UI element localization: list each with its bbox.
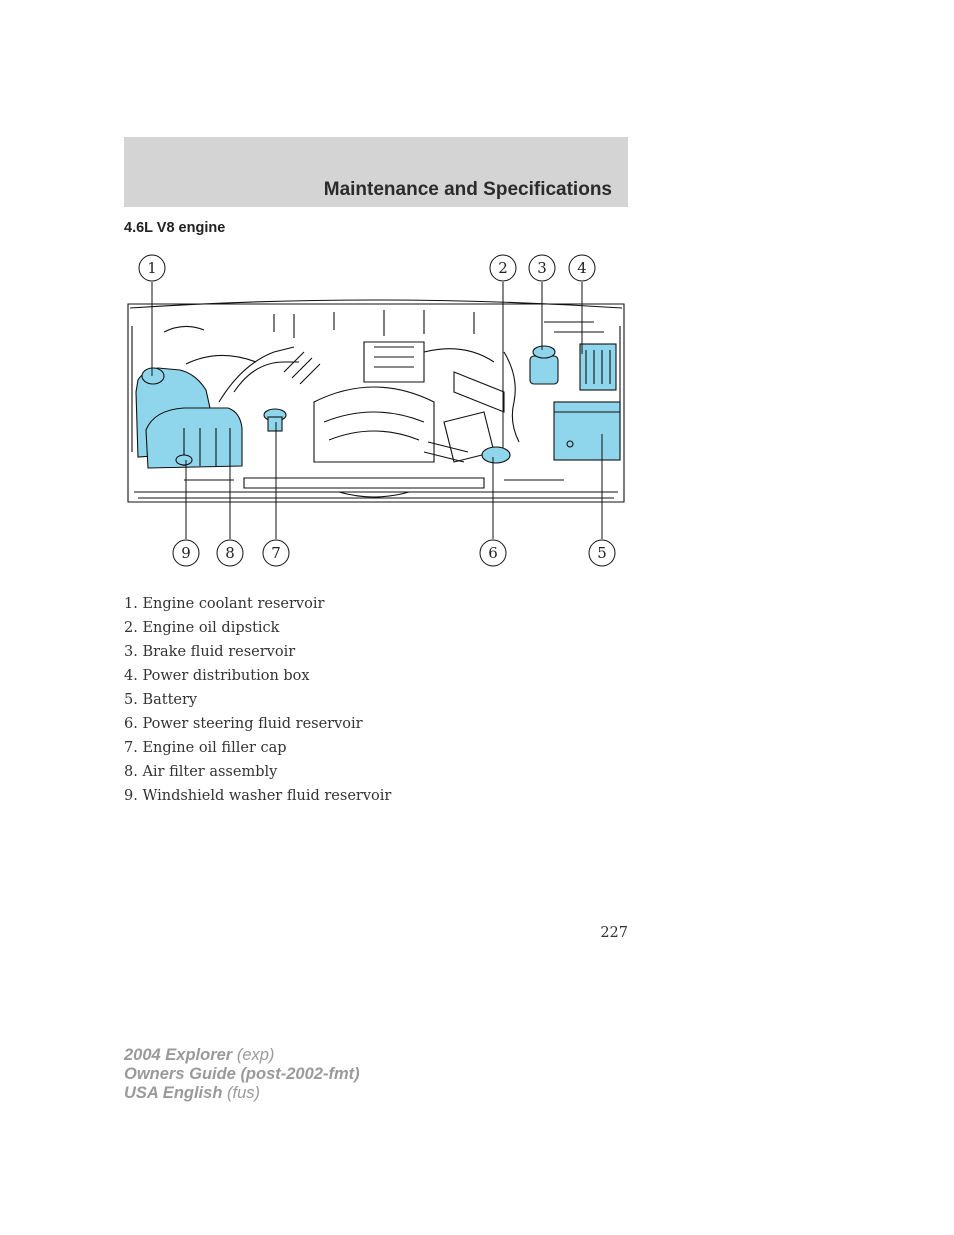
svg-text:9: 9: [181, 544, 191, 562]
oil-filler-neck-shape: [268, 417, 282, 431]
callout-2: [490, 255, 516, 281]
legend-item: 3. Brake fluid reservoir: [124, 644, 296, 660]
footer-model: 2004 Explorer: [124, 1046, 233, 1064]
highlighted-components: [136, 344, 620, 468]
component-legend: [124, 594, 391, 810]
svg-text:3: 3: [537, 259, 547, 277]
legend-item: 1. Engine coolant reservoir: [124, 596, 325, 612]
footer-line-3: [124, 1084, 360, 1103]
power-distribution-box-shape: [580, 344, 616, 390]
callout-7: [263, 540, 289, 566]
page-number: 227: [600, 925, 628, 941]
callout-3: [529, 255, 555, 281]
legend-item: 7. Engine oil filler cap: [124, 740, 287, 756]
footer-guide: Owners Guide (post-2002-fmt): [124, 1065, 360, 1083]
footer-language-code: (fus): [227, 1084, 260, 1102]
power-steering-reservoir-shape: [482, 447, 510, 463]
callout-6: [480, 540, 506, 566]
header-band: [124, 137, 628, 207]
legend-item: 8. Air filter assembly: [124, 764, 278, 780]
brake-reservoir-shape: [530, 356, 558, 384]
svg-text:6: 6: [488, 544, 498, 562]
legend-item: 4. Power distribution box: [124, 668, 310, 684]
callout-8: [217, 540, 243, 566]
svg-text:2: 2: [498, 259, 508, 277]
callout-5: [589, 540, 615, 566]
air-filter-shape: [146, 408, 242, 468]
svg-text:5: 5: [597, 544, 607, 562]
legend-item: 2. Engine oil dipstick: [124, 620, 280, 636]
legend-item: 5. Battery: [124, 692, 198, 708]
svg-text:7: 7: [271, 544, 281, 562]
footer-line-2: [124, 1065, 360, 1084]
footer-line-1: [124, 1046, 360, 1065]
footer-model-code: (exp): [236, 1046, 275, 1064]
footer-language: USA English: [124, 1084, 223, 1102]
legend-item: 9. Windshield washer fluid reservoir: [124, 788, 392, 804]
engine-diagram: [124, 252, 628, 572]
callout-4: [569, 255, 595, 281]
callout-1: [139, 255, 165, 281]
svg-text:8: 8: [225, 544, 235, 562]
callout-9: [173, 540, 199, 566]
washer-cap-shape: [176, 455, 192, 465]
svg-text:4: 4: [577, 259, 587, 277]
document-footer: [124, 1046, 360, 1103]
battery-shape: [554, 402, 620, 460]
legend-item: 6. Power steering fluid reservoir: [124, 716, 363, 732]
svg-text:1: 1: [147, 259, 157, 277]
page-header-title: Maintenance and Specifications: [323, 179, 612, 200]
coolant-cap-shape: [142, 368, 164, 384]
brake-reservoir-cap-shape: [533, 346, 555, 358]
section-title: 4.6L V8 engine: [124, 220, 226, 236]
